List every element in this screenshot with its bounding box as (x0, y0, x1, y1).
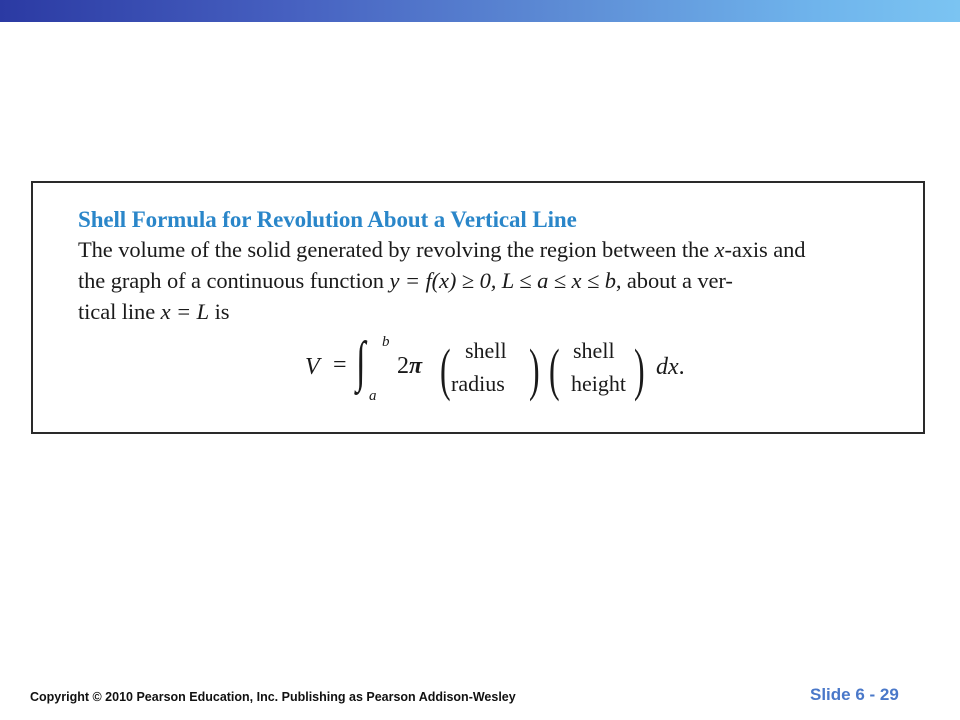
paragraph-line-2 (78, 268, 733, 294)
integral-sign: ∫ (356, 331, 366, 393)
formula-equals: = (333, 352, 347, 378)
paragraph-line-1 (78, 237, 805, 263)
left-paren-icon: ( (440, 337, 451, 402)
pi-symbol: π (409, 353, 423, 379)
integral-lower-limit: a (369, 388, 377, 404)
factor1-bottom: radius (451, 371, 505, 396)
factor2-top: shell (573, 338, 615, 363)
factor2-bottom: height (571, 371, 626, 396)
copyright-notice: Copyright © 2010 Pearson Education, Inc. Publishing as Pearson Addison-Wesley (30, 690, 516, 704)
differential-dx: dx (656, 354, 679, 380)
formula-coefficient (397, 353, 422, 380)
right-paren-icon: ) (529, 337, 540, 402)
shell-formula (303, 331, 703, 408)
left-paren-icon: ( (549, 337, 560, 402)
factor1-top: shell (465, 338, 507, 363)
math-variable: x (714, 237, 725, 262)
header-gradient-bar (0, 0, 960, 22)
slide-number: Slide 6 - 29 (810, 685, 899, 704)
text-segment: tical line (78, 299, 161, 324)
coefficient-two: 2 (397, 353, 409, 379)
text-segment: , about a ver- (615, 268, 733, 293)
paragraph-line-3 (78, 299, 229, 325)
text-segment: -axis and (724, 237, 806, 262)
text-segment: The volume of the solid generated by revolving the region between the (78, 237, 715, 262)
right-paren-icon: ) (634, 337, 645, 402)
formula-period: . (678, 354, 685, 380)
math-equation: x = L (160, 299, 210, 324)
theorem-box (31, 181, 925, 434)
formula-volume-symbol: V (305, 354, 320, 380)
integral-upper-limit: b (382, 334, 390, 350)
formula-differential (656, 354, 685, 381)
theorem-title: Shell Formula for Revolution About a Vertical Line (78, 207, 577, 232)
math-inequality: y = f(x) ≥ 0, L ≤ a ≤ x ≤ b (389, 268, 616, 293)
text-segment: the graph of a continuous function (78, 268, 390, 293)
text-segment: is (209, 299, 230, 324)
